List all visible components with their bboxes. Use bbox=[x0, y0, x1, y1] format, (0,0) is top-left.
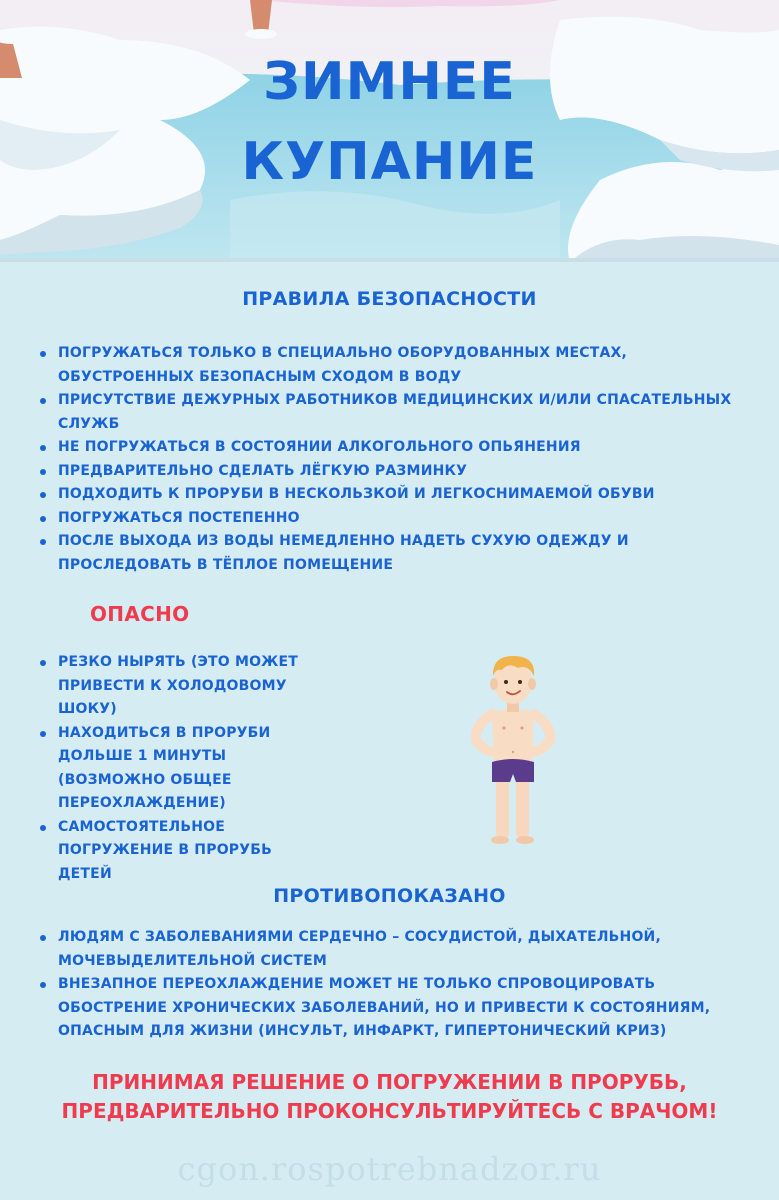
list-item: ЛЮДЯМ С ЗАБОЛЕВАНИЯМИ СЕРДЕЧНО – СОСУДИСТОЙ, ДЫХАТЕЛЬНОЙ, МОЧЕВЫДЕЛИТЕЛЬНОЙ СИСТЕМ bbox=[36, 926, 746, 973]
list-item: ПРИСУТСТВИЕ ДЕЖУРНЫХ РАБОТНИКОВ МЕДИЦИНСКИХ И/ИЛИ СПАСАТЕЛЬНЫХ СЛУЖБ bbox=[36, 389, 746, 436]
list-item: ВНЕЗАПНОЕ ПЕРЕОХЛАЖДЕНИЕ МОЖЕТ НЕ ТОЛЬКО СПРОВОЦИРОВАТЬ ОБОСТРЕНИЕ ХРОНИЧЕСКИХ ЗАБОЛЕВАНИЙ, НО И ПРИВЕСТИ К СОСТОЯНИЯМ, ОПАСНЫМ ДЛЯ ЖИЗНИ (ИНСУЛЬТ, ИНФАРКТ, ГИПЕРТОНИЧЕСКИЙ КРИЗ) bbox=[36, 973, 746, 1044]
title-block bbox=[0, 0, 779, 262]
list-item: ПОГРУЖАТЬСЯ ПОСТЕПЕННО bbox=[36, 507, 746, 531]
page-title-line-2: КУПАНИЕ bbox=[241, 132, 538, 192]
list-item: САМОСТОЯТЕЛЬНОЕ ПОГРУЖЕНИЕ В ПРОРУБЬ ДЕТЕЙ bbox=[36, 816, 326, 887]
boy-illustration bbox=[458, 648, 568, 848]
list-item: ПРЕДВАРИТЕЛЬНО СДЕЛАТЬ ЛЁГКУЮ РАЗМИНКУ bbox=[36, 460, 746, 484]
list-item: НАХОДИТЬСЯ В ПРОРУБИ ДОЛЬШЕ 1 МИНУТЫ (ВОЗМОЖНО ОБЩЕЕ ПЕРЕОХЛАЖДЕНИЕ) bbox=[36, 722, 326, 816]
contra-heading: ПРОТИВОПОКАЗАНО bbox=[273, 885, 506, 907]
list-item: ПОСЛЕ ВЫХОДА ИЗ ВОДЫ НЕМЕДЛЕННО НАДЕТЬ СУХУЮ ОДЕЖДУ И ПРОСЛЕДОВАТЬ В ТЁПЛОЕ ПОМЕЩЕНИЕ bbox=[36, 530, 746, 577]
warning-line-2: ПРЕДВАРИТЕЛЬНО ПРОКОНСУЛЬТИРУЙТЕСЬ С ВРАЧОМ! bbox=[61, 1099, 718, 1123]
safety-rules-list bbox=[36, 342, 746, 577]
watermark: cgon.rospotrebnadzor.ru bbox=[177, 1150, 602, 1188]
danger-heading: ОПАСНО bbox=[90, 602, 190, 626]
contra-list bbox=[36, 926, 746, 1044]
safety-heading: ПРАВИЛА БЕЗОПАСНОСТИ bbox=[242, 288, 537, 310]
winter-banner bbox=[0, 0, 779, 262]
list-item: ПОДХОДИТЬ К ПРОРУБИ В НЕСКОЛЬЗКОЙ И ЛЕГКОСНИМАЕМОЙ ОБУВИ bbox=[36, 483, 746, 507]
list-item: РЕЗКО НЫРЯТЬ (ЭТО МОЖЕТ ПРИВЕСТИ К ХОЛОДОВОМУ ШОКУ) bbox=[36, 651, 326, 722]
danger-list bbox=[36, 651, 326, 886]
list-item: ПОГРУЖАТЬСЯ ТОЛЬКО В СПЕЦИАЛЬНО ОБОРУДОВАННЫХ МЕСТАХ, ОБУСТРОЕННЫХ БЕЗОПАСНЫМ СХОДОМ В ВОДУ bbox=[36, 342, 746, 389]
page-title-line-1: ЗИМНЕЕ bbox=[263, 52, 516, 112]
list-item: НЕ ПОГРУЖАТЬСЯ В СОСТОЯНИИ АЛКОГОЛЬНОГО ОПЬЯНЕНИЯ bbox=[36, 436, 746, 460]
warning-line-1: ПРИНИМАЯ РЕШЕНИЕ О ПОГРУЖЕНИИ В ПРОРУБЬ, bbox=[92, 1070, 687, 1094]
